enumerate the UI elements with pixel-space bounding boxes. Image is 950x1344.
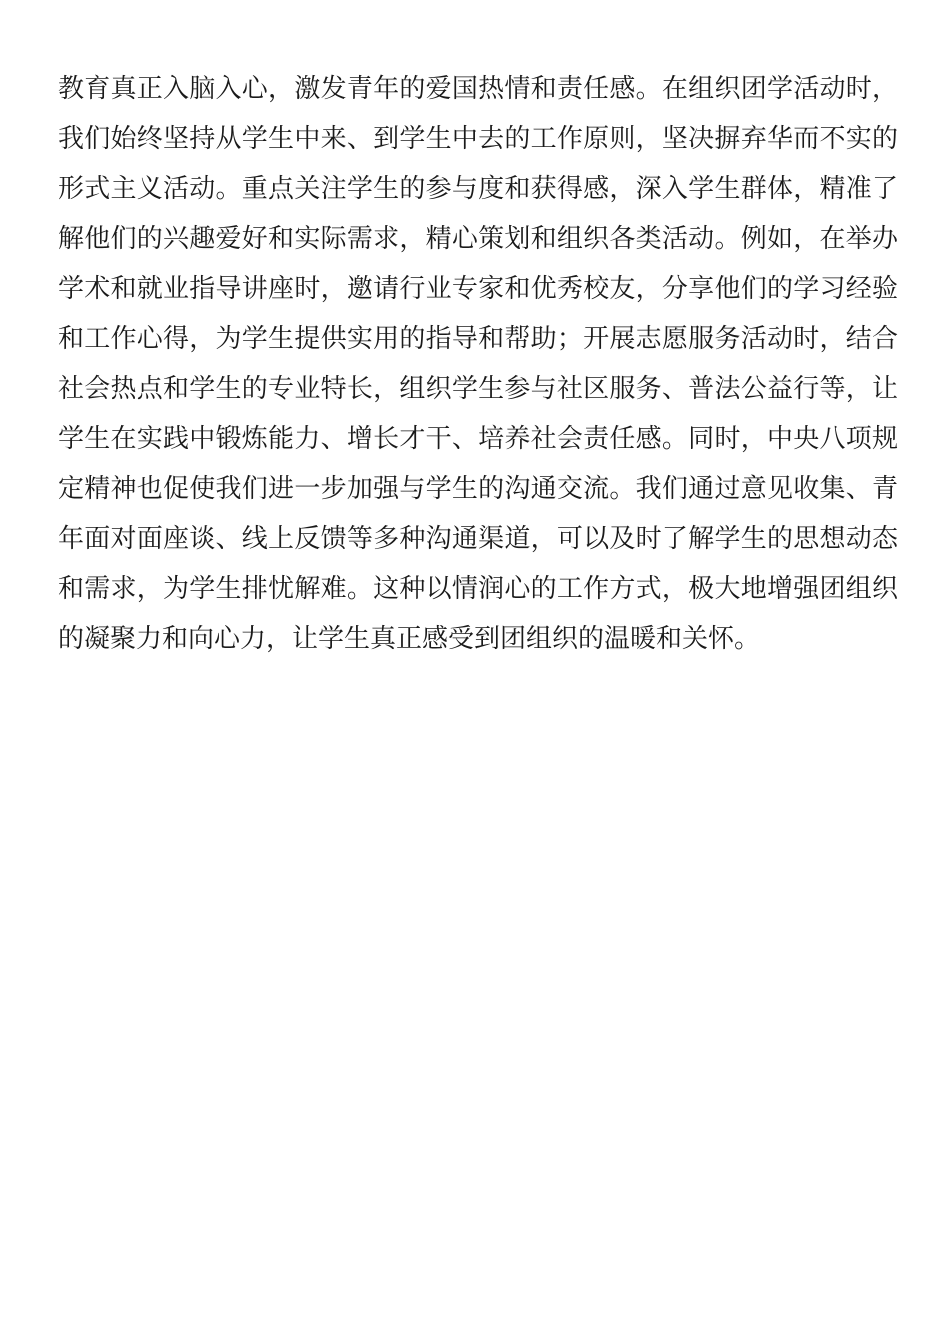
paragraph-line-2: 我们始终坚持从学生中来、到学生中去的工作原则，坚决摒弃华而不实的 <box>58 124 898 154</box>
paragraph-line-3: 形式主义活动。重点关注学生的参与度和获得感，深入学生群体，精准了 <box>58 174 898 204</box>
paragraph-line-12: 的凝聚力和向心力，让学生真正感受到团组织的温暖和关怀。 <box>58 624 761 654</box>
paragraph-line-7: 社会热点和学生的专业特长，组织学生参与社区服务、普法公益行等，让 <box>58 374 898 404</box>
paragraph-line-5: 学术和就业指导讲座时，邀请行业专家和优秀校友，分享他们的学习经验 <box>58 274 898 304</box>
paragraph-line-1: 教育真正入脑入心，激发青年的爱国热情和责任感。在组织团学活动时， <box>58 74 898 104</box>
paragraph-line-8: 学生在实践中锻炼能力、增长才干、培养社会责任感。同时，中央八项规 <box>58 424 898 454</box>
paragraph-line-6: 和工作心得，为学生提供实用的指导和帮助；开展志愿服务活动时，结合 <box>58 324 898 354</box>
paragraph-line-11: 和需求，为学生排忧解难。这种以情润心的工作方式，极大地增强团组织 <box>58 574 898 604</box>
body-paragraph <box>58 64 898 664</box>
paragraph-line-4: 解他们的兴趣爱好和实际需求，精心策划和组织各类活动。例如，在举办 <box>58 224 898 254</box>
paragraph-line-10: 年面对面座谈、线上反馈等多种沟通渠道，可以及时了解学生的思想动态 <box>58 524 898 554</box>
paragraph-line-9: 定精神也促使我们进一步加强与学生的沟通交流。我们通过意见收集、青 <box>58 474 898 504</box>
